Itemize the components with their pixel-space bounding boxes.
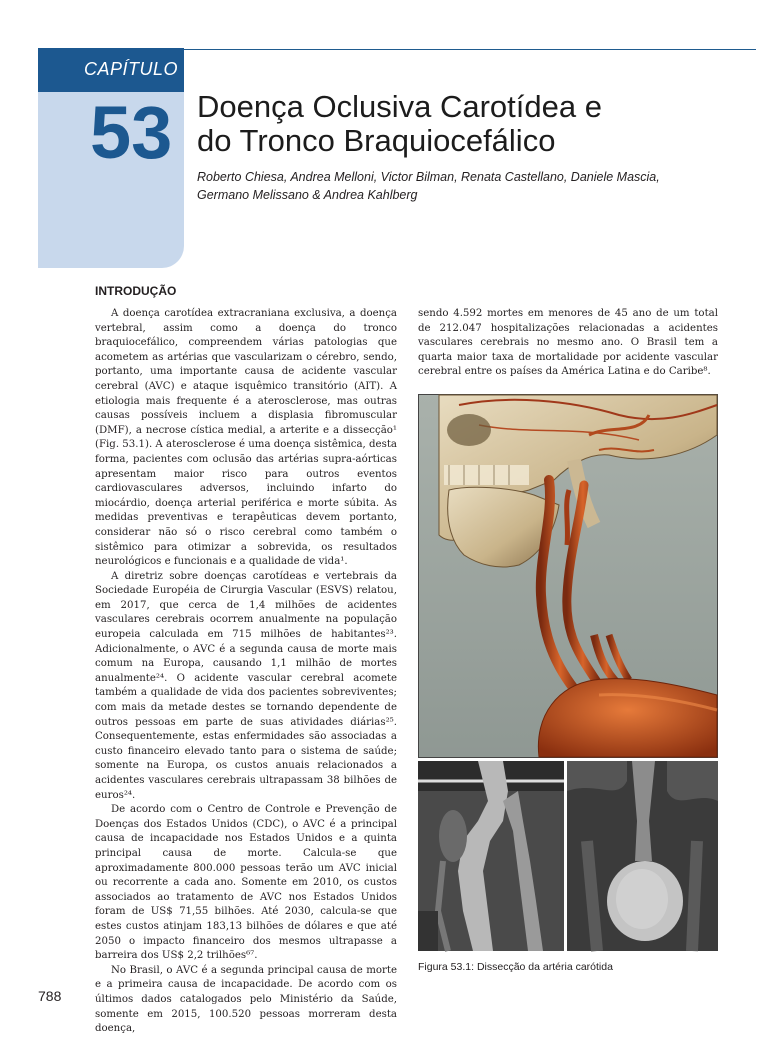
chapter-number-panel bbox=[38, 92, 184, 268]
paragraph-3: De acordo com o Centro de Controle e Prevenção de Doenças dos Estados Unidos (CDC), o AVC é a principal causa de incapacidade nos Estados Unidos e a quinta principal causa de morte. Calcula-se que aproximadamente 800.000 pessoas terão um AVC inicial ou recorrente a cada ano. Somente em 2010, os custos associados ao tratamento de AVC nos Estados Unidos foram de US$ 71,55 bilhões. Até 2030, calcula-se que estes custos atinjam 183,13 bilhões de dólares e que até 2050 o impacto financeiro dos mesmos ultrapasse a barreira dos US$ 2,2 trilhões⁶⁷. bbox=[95, 804, 397, 962]
figure-caption: Figura 53.1: Dissecção da artéria carótida bbox=[418, 961, 613, 973]
ct-3d-reconstruction-image bbox=[419, 395, 717, 757]
chapter-number: 53 bbox=[90, 91, 173, 174]
authors-line-2: Germano Melissano & Andrea Kahlberg bbox=[197, 188, 418, 202]
text-column-left bbox=[95, 307, 397, 1035]
paragraph-4: No Brasil, o AVC é a segunda principal causa de morte e a primeira causa de incapacidade. De acordo com os últimos dados catalogados pelo Ministério da Saúde, somente em 2015, 100.520 pessoas morreram desta doença, bbox=[95, 964, 397, 1035]
paragraph-1: A doença carotídea extracraniana exclusiva, a doença vertebral, assim como a doença do tronco braquiocefálico, compreendem várias patologias que acometem as artérias que vascularizam o cérebro, sendo, portanto, uma importante causa de acidente vascular cerebral (AVC) e ataque isquêmico transitório (AIT). A etiologia mais frequente é a aterosclerose, mas outras causas possíveis incluem a displasia fibromuscular (DMF), a necrose cística medial, a arterite e a dissecção¹ (Fig. 53.1). A aterosclerose é uma doença sistêmica, desta forma, pacientes com oclusão das artérias supra-aórticas apresentam maior risco para outros eventos cardiovasculares adversos, incluindo infarto do miocárdio, doença arterial periférica e morte súbita. As medidas preventivas e terapêuticas devem portanto, considerar não só o risco cerebral como também o sistêmico para otimizar a sobrevida, os resultados neurológicos e funcionais e a qualidade de vida¹. bbox=[95, 308, 397, 568]
chapter-authors bbox=[197, 168, 737, 204]
page-number: 788 bbox=[38, 988, 62, 1004]
chapter-label: CAPÍTULO bbox=[83, 59, 178, 79]
ct-coronal-image bbox=[567, 761, 718, 951]
chapter-tab bbox=[38, 48, 184, 92]
paragraph-4-continued: sendo 4.592 mortes em menores de 45 ano de um total de 212.047 hospitalizações relacionadas a acidentes vasculares cerebrais no mesmo ano. O Brasil tem a quarta maior taxa de mortalidade por acidente vascular cerebral entre os países da América Latina e do Caribe⁸. bbox=[418, 308, 718, 378]
authors-line-1: Roberto Chiesa, Andrea Melloni, Victor Bilman, Renata Castellano, Daniele Mascia, bbox=[197, 170, 660, 184]
section-heading-introducao: INTRODUÇÃO bbox=[95, 284, 177, 298]
chapter-title-line-2: do Tronco Braquiocefálico bbox=[197, 123, 556, 158]
chapter-title-line-1: Doença Oclusiva Carotídea e bbox=[197, 89, 602, 124]
chapter-title bbox=[197, 90, 737, 158]
header-rule bbox=[184, 49, 756, 50]
figure-3d-ct-angiography bbox=[418, 394, 718, 758]
figure-ct-sagittal-slice bbox=[418, 761, 564, 951]
ct-sagittal-image bbox=[418, 761, 564, 951]
paragraph-2: A diretriz sobre doenças carotídeas e vertebrais da Sociedade Européia de Cirurgia Vascular (ESVS) relatou, em 2017, que cerca de 1,4 milhões de acidentes vasculares cerebrais ocorrem anualmente na população europeia calculada em 715 milhões de habitantes²³. Adicionalmente, o AVC é a segunda causa de morte mais comum na Europa, causando 1,1 milhão de mortes anualmente²⁴. O acidente vascular cerebral acomete também a qualidade de vida dos pacientes sobreviventes; com mais da metade destes se tornando dependente de outros pessoas em parte de suas atividades diárias²⁵. Consequentemente, estas enfermidades são associadas a custo financeiro elevado tanto para o sistema de saúde; somente na Europa, os custos anuais relacionados a acidentes vasculares cerebrais ultrapassam 38 bilhões de euros²⁴. bbox=[95, 570, 397, 801]
figure-ct-coronal-slice bbox=[567, 761, 718, 951]
text-column-right bbox=[418, 307, 718, 380]
